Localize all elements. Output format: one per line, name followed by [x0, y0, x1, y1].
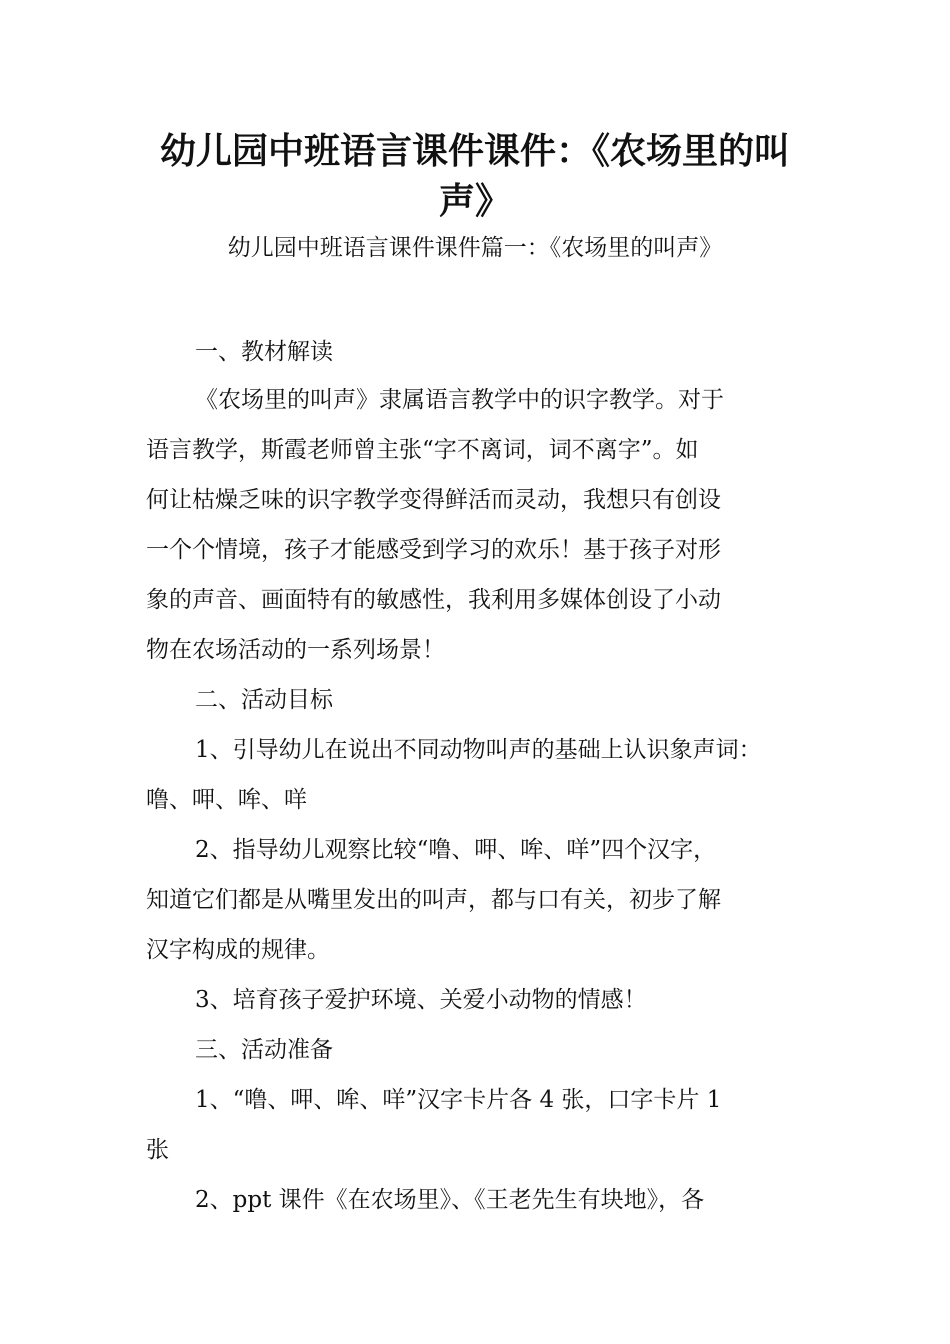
document-title-line-1: 幼儿园中班语言课件课件：《农场里的叫	[159, 131, 790, 172]
section-heading-2: 二、活动目标	[195, 687, 333, 713]
paragraph-line: 语言教学，斯霞老师曾主张“字不离词，词不离字”。如	[146, 437, 699, 463]
list-item-line: 汉字构成的规律。	[146, 937, 330, 963]
list-item-line: 张	[146, 1137, 169, 1163]
paragraph-line: 何让枯燥乏味的识字教学变得鲜活而灵动，我想只有创设	[146, 487, 721, 513]
list-item-line: 3、培育孩子爱护环境、关爱小动物的情感！	[195, 987, 647, 1013]
list-item-line: 噜、呷、哞、咩	[146, 787, 307, 813]
list-item-line: 知道它们都是从嘴里发出的叫声，都与口有关，初步了解	[146, 887, 721, 913]
list-item-line: 1、“噜、呷、哞、咩”汉字卡片各 4 张，口字卡片 1	[195, 1087, 722, 1113]
document-title-line-2: 声》	[438, 181, 511, 222]
document-subtitle: 幼儿园中班语言课件课件篇一：《农场里的叫声》	[227, 235, 723, 261]
section-heading-1: 一、教材解读	[195, 339, 333, 365]
list-item-line: 2、指导幼儿观察比较“噜、呷、哞、咩”四个汉字，	[195, 837, 717, 863]
paragraph-line: 物在农场活动的一系列场景！	[146, 637, 445, 663]
paragraph-line: 一个个情境，孩子才能感受到学习的欢乐！基于孩子对形	[146, 537, 721, 563]
list-item-line: 1、引导幼儿在说出不同动物叫声的基础上认识象声词：	[195, 737, 762, 763]
list-item-line: 2、ppt 课件《在农场里》、《王老先生有块地》，各	[195, 1187, 705, 1213]
section-heading-3: 三、活动准备	[195, 1037, 333, 1063]
paragraph-line: 象的声音、画面特有的敏感性，我利用多媒体创设了小动	[146, 587, 721, 613]
paragraph-line: 《农场里的叫声》隶属语言教学中的识字教学。对于	[195, 387, 724, 413]
